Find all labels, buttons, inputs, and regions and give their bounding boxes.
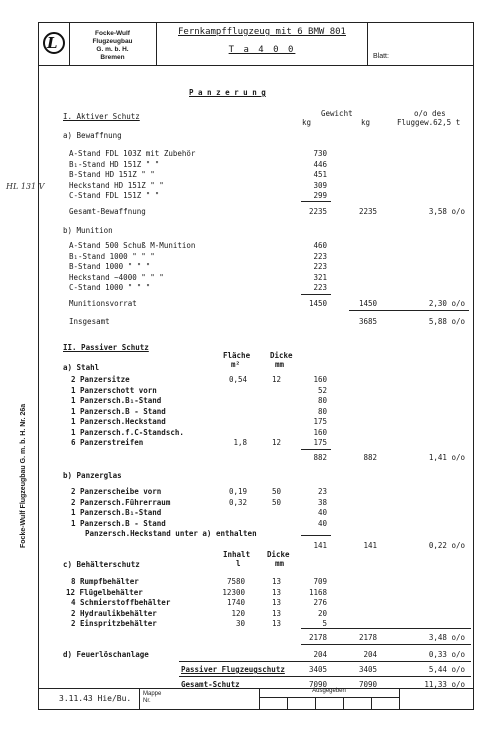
table-cell-m2: 0,32 bbox=[228, 497, 247, 507]
table-row-label: A-Stand FDL 103Z mit Zubehör bbox=[69, 149, 196, 158]
total-label: Gesamt-Schutz bbox=[181, 680, 240, 689]
table-row-label: 1 Panzersch.B - Stand bbox=[71, 406, 166, 416]
grand-total-pct: 11,33 o/o bbox=[424, 680, 465, 689]
table-cell-m2: 0,19 bbox=[228, 487, 247, 496]
subtotal-kg: 1450 bbox=[358, 299, 377, 308]
table-cell-kg: 160 bbox=[313, 375, 327, 384]
subtotal-label: Munitionsvorrat bbox=[69, 299, 137, 308]
table-cell-l: 1740 bbox=[226, 598, 245, 607]
mappe-label: Mappe bbox=[143, 691, 162, 697]
subsection-title: c) Behälterschutz bbox=[63, 560, 140, 569]
subtotal-kg: 2235 bbox=[358, 207, 377, 216]
subtotal-label: Gesamt-Bewaffnung bbox=[69, 207, 146, 216]
blatt-label: Blatt: bbox=[373, 53, 389, 60]
table-cell-kg: 38 bbox=[317, 497, 327, 507]
logo-l-icon: L bbox=[47, 34, 58, 52]
firm-line: Flugzeugbau bbox=[92, 38, 133, 45]
subsection-title: a) Stahl bbox=[63, 363, 100, 372]
table-cell-kg: 1168 bbox=[308, 587, 327, 597]
column-header: Fläche bbox=[223, 351, 251, 360]
table-row-label: 1 Panzersch.Heckstand bbox=[71, 417, 166, 426]
table-cell-mm: 13 bbox=[271, 577, 281, 586]
subtotal-pct: 2,30 o/o bbox=[428, 299, 465, 308]
subtotal-kg: 2235 bbox=[308, 207, 327, 216]
table-row-label: Heckstand HD 151Z " " bbox=[69, 180, 164, 190]
table-cell-kg: 52 bbox=[317, 385, 327, 395]
table-cell-kg: 40 bbox=[317, 508, 327, 517]
table-row-label: 2 Panzersch.Führerraum bbox=[71, 497, 171, 507]
table-cell-kg: 709 bbox=[313, 577, 327, 586]
subtotal-kg: 2178 bbox=[358, 633, 377, 642]
table-row-label: A-Stand 500 Schuß M-Munition bbox=[69, 241, 196, 250]
table-row-label: B₁-Stand HD 151Z " " bbox=[69, 159, 160, 169]
table-cell-l: 12300 bbox=[222, 587, 245, 597]
table-cell-kg: 276 bbox=[313, 598, 327, 607]
column-header: Dicke bbox=[267, 550, 290, 559]
footer-date: 3.11.43 Hie/Bu. bbox=[59, 694, 132, 703]
table-row-label: Heckstand ~4000 " " " bbox=[69, 272, 164, 282]
table-cell-kg: 730 bbox=[313, 149, 327, 158]
table-cell-kg: 223 bbox=[313, 283, 327, 292]
total-kg: 3405 bbox=[308, 665, 327, 674]
subtotal-kg: 204 bbox=[313, 650, 327, 659]
nr-label: Nr. bbox=[143, 698, 151, 704]
table-cell-m2: 1,8 bbox=[233, 438, 247, 447]
rule-line bbox=[349, 310, 469, 311]
table-row-label: 2 Panzersitze bbox=[71, 375, 130, 384]
subtotal-kg: 2178 bbox=[308, 633, 327, 642]
subtotal-kg: 141 bbox=[313, 541, 327, 550]
subtotal-pct: 0,33 o/o bbox=[428, 650, 465, 659]
table-cell-mm: 50 bbox=[271, 487, 281, 496]
column-header: kg bbox=[361, 118, 371, 127]
table-cell-mm: 12 bbox=[271, 375, 281, 384]
footer-mappe bbox=[143, 691, 161, 705]
table-row-label: 1 Panzersch.f.C-Standsch. bbox=[71, 427, 184, 437]
table-cell-kg: 309 bbox=[313, 180, 327, 190]
table-cell-kg: 40 bbox=[317, 518, 327, 528]
column-header: mm bbox=[275, 360, 285, 369]
table-row-label: 1 Panzersch.B₁-Stand bbox=[71, 396, 162, 405]
section-heading: I. Aktiver Schutz bbox=[63, 112, 140, 121]
table-cell-l: 7580 bbox=[226, 577, 245, 586]
total-pct: 5,88 o/o bbox=[428, 317, 465, 326]
table-cell-kg: 160 bbox=[313, 427, 327, 437]
document-title: Fernkampfflugzeug mit 6 BMW 801 bbox=[178, 27, 346, 37]
firm-line: G. m. b. H. bbox=[96, 46, 129, 53]
column-header: m² bbox=[231, 360, 241, 369]
subsection-title: b) Panzerglas bbox=[63, 471, 122, 480]
rule-line bbox=[301, 449, 331, 450]
firm-name bbox=[69, 23, 157, 65]
column-header: o/o des bbox=[414, 109, 446, 118]
side-label: Focke-Wulf Flugzeugbau G. m. b. H. Nr. 26a bbox=[20, 403, 27, 548]
column-header: Inhalt bbox=[223, 550, 251, 559]
table-row-label: 2 Hydraulikbehälter bbox=[71, 608, 157, 618]
table-cell-mm: 12 bbox=[271, 438, 281, 447]
table-cell-kg: 446 bbox=[313, 159, 327, 169]
firm-line: Bremen bbox=[100, 54, 125, 61]
total-kg: 3405 bbox=[358, 665, 377, 674]
rule-line bbox=[179, 661, 471, 662]
total-kg: 3685 bbox=[358, 317, 377, 326]
document-sheet bbox=[38, 22, 474, 710]
table-cell-mm: 13 bbox=[271, 598, 281, 607]
table-row-label: Panzersch.Heckstand unter a) enthalten bbox=[85, 529, 257, 538]
rule-line bbox=[301, 644, 471, 645]
table-cell-kg: 460 bbox=[313, 241, 327, 250]
subtotal-kg: 141 bbox=[363, 541, 377, 550]
table-row-label: 2 Panzerscheibe vorn bbox=[71, 487, 162, 496]
table-row-label: 12 Flügelbehälter bbox=[66, 587, 143, 597]
rule-line bbox=[301, 535, 331, 536]
subtotal-kg: 204 bbox=[363, 650, 377, 659]
subsection-title: d) Feuerlöschanlage bbox=[63, 650, 149, 659]
table-cell-kg: 175 bbox=[313, 438, 327, 447]
table-cell-l: 30 bbox=[235, 619, 245, 628]
subsection-title: a) Bewaffnung bbox=[63, 131, 122, 140]
table-cell-kg: 451 bbox=[313, 170, 327, 179]
rule-line bbox=[301, 628, 471, 629]
subtotal-pct: 0,22 o/o bbox=[428, 541, 465, 550]
column-header: mm bbox=[275, 559, 285, 568]
subtotal-pct: 3,58 o/o bbox=[428, 207, 465, 216]
footer-ausgegeben: Ausgegeben bbox=[312, 688, 346, 694]
table-row-label: 1 Panzersch.B - Stand bbox=[71, 518, 166, 528]
table-cell-kg: 23 bbox=[317, 487, 327, 496]
subtotal-kg: 1450 bbox=[308, 299, 327, 308]
table-row-label: C-Stand 1000 " " " bbox=[69, 283, 151, 292]
table-cell-kg: 175 bbox=[313, 417, 327, 426]
table-row-label: C-Stand FDL 151Z " " bbox=[69, 191, 160, 200]
grand-total-kg: 7090 bbox=[358, 680, 377, 689]
total-label: Insgesamt bbox=[69, 317, 110, 326]
title-block bbox=[39, 23, 473, 66]
table-row-label: 1 Panzerschott vorn bbox=[71, 385, 157, 395]
grand-total-kg: 7090 bbox=[308, 680, 327, 689]
table-row-label: 2 Einspritzbehälter bbox=[71, 619, 157, 628]
rule-line bbox=[301, 294, 331, 295]
document-subtitle: T a 4 0 0 bbox=[228, 45, 296, 55]
table-cell-kg: 5 bbox=[322, 619, 327, 628]
section-title: P a n z e r u n g bbox=[189, 88, 266, 97]
subtotal-pct: 3,48 o/o bbox=[428, 633, 465, 642]
footer-block bbox=[39, 688, 473, 709]
table-cell-kg: 321 bbox=[313, 272, 327, 282]
handwritten-note: HL 131 V bbox=[6, 182, 45, 191]
table-row-label: B-Stand HD 151Z " " bbox=[69, 170, 155, 179]
logo bbox=[39, 23, 70, 65]
total-pct: 5,44 o/o bbox=[428, 665, 465, 674]
column-header: Gewicht bbox=[321, 109, 353, 118]
table-cell-kg: 80 bbox=[317, 406, 327, 416]
table-cell-kg: 80 bbox=[317, 396, 327, 405]
table-cell-mm: 13 bbox=[271, 619, 281, 628]
table-row-label: 4 Schmierstoffbehälter bbox=[71, 598, 171, 607]
section-heading: II. Passiver Schutz bbox=[63, 343, 149, 352]
table-cell-mm: 50 bbox=[271, 497, 281, 507]
column-header: Dicke bbox=[270, 351, 293, 360]
table-row-label: 8 Rumpfbehälter bbox=[71, 577, 139, 586]
table-cell-l: 120 bbox=[231, 608, 245, 618]
total-label: Passiver Flugzeugschutz bbox=[181, 665, 285, 674]
table-cell-kg: 223 bbox=[313, 262, 327, 271]
table-cell-kg: 20 bbox=[317, 608, 327, 618]
table-row-label: B₁-Stand 1000 " " " bbox=[69, 251, 155, 261]
rule-line bbox=[179, 676, 471, 677]
column-header: kg bbox=[302, 118, 312, 127]
subtotal-kg: 882 bbox=[363, 453, 377, 462]
subsection-title: b) Munition bbox=[63, 226, 113, 235]
column-header: l bbox=[236, 559, 241, 568]
table-row-label: 6 Panzerstreifen bbox=[71, 438, 144, 447]
table-cell-mm: 13 bbox=[271, 608, 281, 618]
column-header: Fluggew.62,5 t bbox=[397, 118, 461, 127]
logo-circle-icon bbox=[43, 32, 65, 54]
rule-line bbox=[301, 201, 331, 202]
table-row-label: 1 Panzersch.B₁-Stand bbox=[71, 508, 162, 517]
table-cell-mm: 13 bbox=[271, 587, 281, 597]
table-cell-kg: 299 bbox=[313, 191, 327, 200]
subtotal-pct: 1,41 o/o bbox=[428, 453, 465, 462]
table-row-label: B-Stand 1000 " " " bbox=[69, 262, 151, 271]
table-cell-kg: 223 bbox=[313, 251, 327, 261]
firm-line: Focke-Wulf bbox=[95, 30, 130, 37]
subtotal-kg: 882 bbox=[313, 453, 327, 462]
table-cell-m2: 0,54 bbox=[228, 375, 247, 384]
